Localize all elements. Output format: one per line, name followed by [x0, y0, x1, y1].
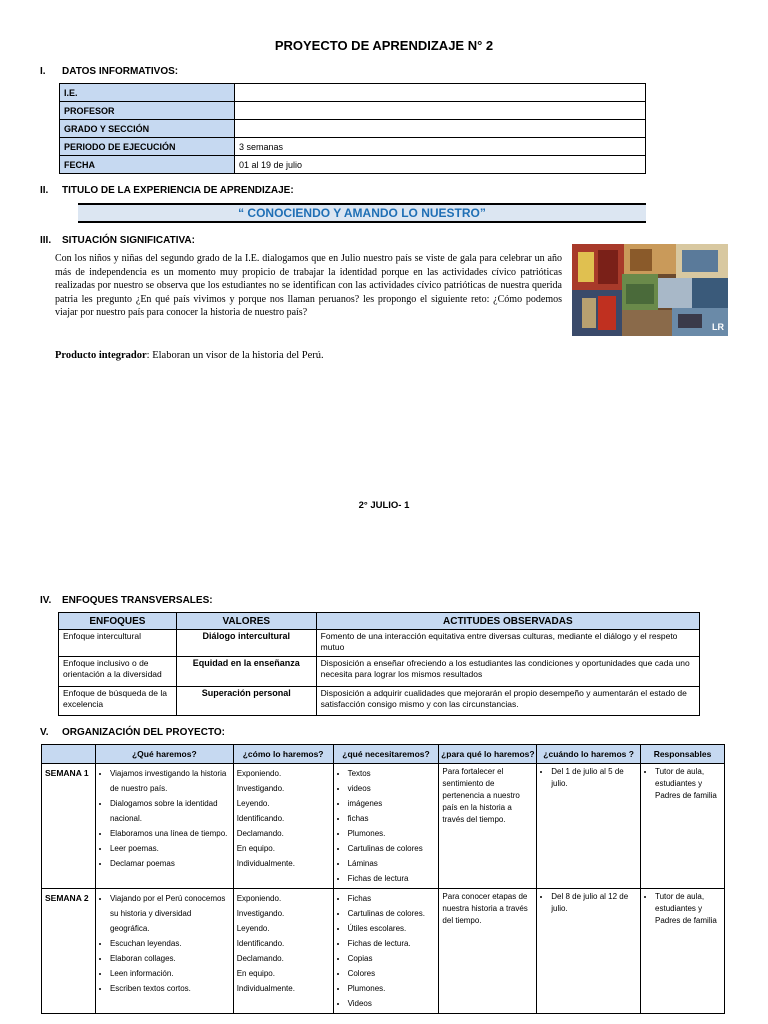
responsables-cell — [641, 889, 725, 1014]
list-item: En equipo. — [236, 844, 275, 853]
table-row — [60, 156, 646, 174]
list-item: • Láminas — [348, 856, 436, 871]
list-item: • Tutor de aula, estudiantes y Padres de familia — [655, 891, 721, 927]
column-header: ENFOQUES — [59, 613, 177, 630]
actitud-cell: Disposición a adquirir cualidades que mejorarán el propio desempeño y aumentarán el estado de satisfacción consigo mismo y con las circunstancias. — [316, 687, 699, 716]
table-row — [59, 657, 700, 687]
section-label: ORGANIZACIÓN DEL PROYECTO: — [62, 727, 225, 738]
list-item: • Plumones. — [348, 981, 436, 996]
list-item: Leyendo. — [236, 924, 270, 933]
column-header — [42, 745, 96, 764]
list-item: • Escriben textos cortos. — [110, 981, 230, 996]
actitud-cell: Disposición a enseñar ofreciendo a los estudiantes las condiciones y oportunidades que cada uno necesita para lograr los mismos resultados — [316, 657, 699, 687]
list-item: Declamando. — [236, 829, 284, 838]
organizacion-table — [41, 744, 725, 1014]
datos-table — [59, 83, 646, 174]
section-number: IV. — [40, 595, 52, 606]
list-item: • Dialogamos sobre la identidad nacional. — [110, 796, 230, 826]
section-number: V. — [40, 727, 49, 738]
table-header-row — [42, 745, 725, 764]
peru-history-collage-image — [572, 244, 728, 336]
experience-title: “ CONOCIENDO Y AMANDO LO NUESTRO” — [78, 203, 646, 223]
section-3-heading — [40, 235, 195, 246]
datos-label: GRADO Y SECCIÓN — [60, 120, 235, 138]
como-cell — [233, 764, 333, 889]
para-cell: Para conocer etapas de nuestra historia a través del tiempo. — [439, 889, 537, 1014]
cuando-cell — [537, 764, 641, 889]
list-item: • Del 1 de julio al 5 de julio. — [551, 766, 637, 790]
datos-value — [235, 102, 646, 120]
list-item: En equipo. — [236, 969, 275, 978]
list-item: • Elaboramos una línea de tiempo. — [110, 826, 230, 841]
necesitaremos-cell — [333, 889, 439, 1014]
list-item: • Cartulinas de colores — [348, 841, 436, 856]
list-item: • imágenes — [348, 796, 436, 811]
valor-cell: Diálogo intercultural — [176, 630, 316, 657]
datos-label: PROFESOR — [60, 102, 235, 120]
column-header: ACTITUDES OBSERVADAS — [316, 613, 699, 630]
datos-value: 01 al 19 de julio — [235, 156, 646, 174]
list-item: • Colores — [348, 966, 436, 981]
datos-value — [235, 120, 646, 138]
responsables-cell — [641, 764, 725, 889]
list-item: • videos — [348, 781, 436, 796]
section-number: II. — [40, 185, 49, 196]
table-row — [60, 102, 646, 120]
actitud-cell: Fomento de una interacción equitativa entre diversas culturas, mediante el diálogo y el respeto mutuo — [316, 630, 699, 657]
para-cell: Para fortalecer el sentimiento de pertenencia a nuestro país en la historia a través del tiempo. — [439, 764, 537, 889]
section-number: I. — [40, 66, 46, 77]
list-item: • fichas — [348, 811, 436, 826]
list-item: Identificando. — [236, 939, 285, 948]
product-label: Producto integrador — [55, 350, 147, 361]
product-text: : Elaboran un visor de la historia del Perú. — [146, 350, 324, 361]
valor-cell: Equidad en la enseñanza — [176, 657, 316, 687]
section-label: DATOS INFORMATIVOS: — [62, 66, 179, 77]
section-1-heading — [40, 66, 178, 77]
section-label: TITULO DE LA EXPERIENCIA DE APRENDIZAJE: — [62, 185, 294, 196]
section-4-heading — [40, 595, 213, 606]
necesitaremos-cell — [333, 764, 439, 889]
list-item: • Leen información. — [110, 966, 230, 981]
list-item: Individualmente. — [236, 984, 295, 993]
enfoque-cell: Enfoque intercultural — [59, 630, 177, 657]
product-line — [55, 350, 324, 361]
datos-value — [235, 84, 646, 102]
table-row — [42, 889, 725, 1014]
list-item: Exponiendo. — [236, 894, 282, 903]
que-cell — [95, 889, 233, 1014]
list-item: Investigando. — [236, 909, 285, 918]
section-label: ENFOQUES TRANSVERSALES: — [62, 595, 213, 606]
table-row — [42, 764, 725, 889]
column-header: Responsables — [641, 745, 725, 764]
list-item: • Escuchan leyendas. — [110, 936, 230, 951]
list-item: Exponiendo. — [236, 769, 282, 778]
como-cell — [233, 889, 333, 1014]
enfoques-table — [58, 612, 700, 716]
section-number: III. — [40, 235, 52, 246]
list-item: • Fichas de lectura. — [348, 936, 436, 951]
list-item: • Tutor de aula, estudiantes y Padres de familia — [655, 766, 721, 802]
column-header: ¿para qué lo haremos? — [439, 745, 537, 764]
table-row — [59, 687, 700, 716]
table-header-row — [59, 613, 700, 630]
column-header: ¿cómo lo haremos? — [233, 745, 333, 764]
list-item: • Plumones. — [348, 826, 436, 841]
situation-paragraph: Con los niños y niñas del segundo grado de la I.E. dialogamos que en Julio nuestro país se viste de gala para celebrar un año más de independencia es un momento muy propicio de trabajar la identidad porque en las actividades cívico patrióticas realizadas por nuestro se observa que los estudiantes no se identifican con las actividades cívico patrióticas de nuestra querida patria les pregunto ¿En qué país vivimos y porque nos llaman peruanos? les propongo el siguiente reto: ¿Cómo podemos viajar por nuestro país para conocer la historia de nuestro país? — [55, 253, 562, 318]
list-item: • Declamar poemas — [110, 856, 230, 871]
page-title: PROYECTO DE APRENDIZAJE N° 2 — [274, 38, 494, 53]
list-item: • Textos — [348, 766, 436, 781]
list-item: Identificando. — [236, 814, 285, 823]
list-item: • Del 8 de julio al 12 de julio. — [551, 891, 637, 915]
datos-label: FECHA — [60, 156, 235, 174]
list-item: Individualmente. — [236, 859, 295, 868]
datos-value: 3 semanas — [235, 138, 646, 156]
section-label: SITUACIÓN SIGNIFICATIVA: — [62, 235, 195, 246]
column-header: ¿Qué haremos? — [95, 745, 233, 764]
table-row — [60, 138, 646, 156]
list-item: • Leer poemas. — [110, 841, 230, 856]
column-header: VALORES — [176, 613, 316, 630]
section-2-heading — [40, 185, 294, 196]
list-item: • Elaboran collages. — [110, 951, 230, 966]
list-item: • Viajamos investigando la historia de nuestro país. — [110, 766, 230, 796]
table-row — [59, 630, 700, 657]
list-item: • Videos — [348, 996, 436, 1011]
collage-mark: LR — [712, 322, 724, 332]
list-item: • Fichas de lectura — [348, 871, 436, 886]
list-item: Leyendo. — [236, 799, 270, 808]
column-header: ¿cuándo lo haremos ? — [537, 745, 641, 764]
week-label: SEMANA 2 — [42, 889, 96, 1014]
table-row — [60, 84, 646, 102]
enfoque-cell: Enfoque inclusivo o de orientación a la diversidad — [59, 657, 177, 687]
enfoque-cell: Enfoque de búsqueda de la excelencia — [59, 687, 177, 716]
que-cell — [95, 764, 233, 889]
list-item: • Copias — [348, 951, 436, 966]
cuando-cell — [537, 889, 641, 1014]
collage-graphic — [572, 244, 728, 336]
valor-cell: Superación personal — [176, 687, 316, 716]
table-row — [60, 120, 646, 138]
list-item: • Fichas — [348, 891, 436, 906]
column-header: ¿qué necesitaremos? — [333, 745, 439, 764]
datos-label: I.E. — [60, 84, 235, 102]
list-item: • Cartulinas de colores. — [348, 906, 436, 921]
list-item: • Viajando por el Perú conocemos su historia y diversidad geográfica. — [110, 891, 230, 936]
list-item: Investigando. — [236, 784, 285, 793]
datos-label: PERIODO DE EJECUCIÓN — [60, 138, 235, 156]
list-item: Declamando. — [236, 954, 284, 963]
list-item: • Útiles escolares. — [348, 921, 436, 936]
page-footer: 2° JULIO- 1 — [358, 500, 410, 511]
section-5-heading — [40, 727, 225, 738]
week-label: SEMANA 1 — [42, 764, 96, 889]
